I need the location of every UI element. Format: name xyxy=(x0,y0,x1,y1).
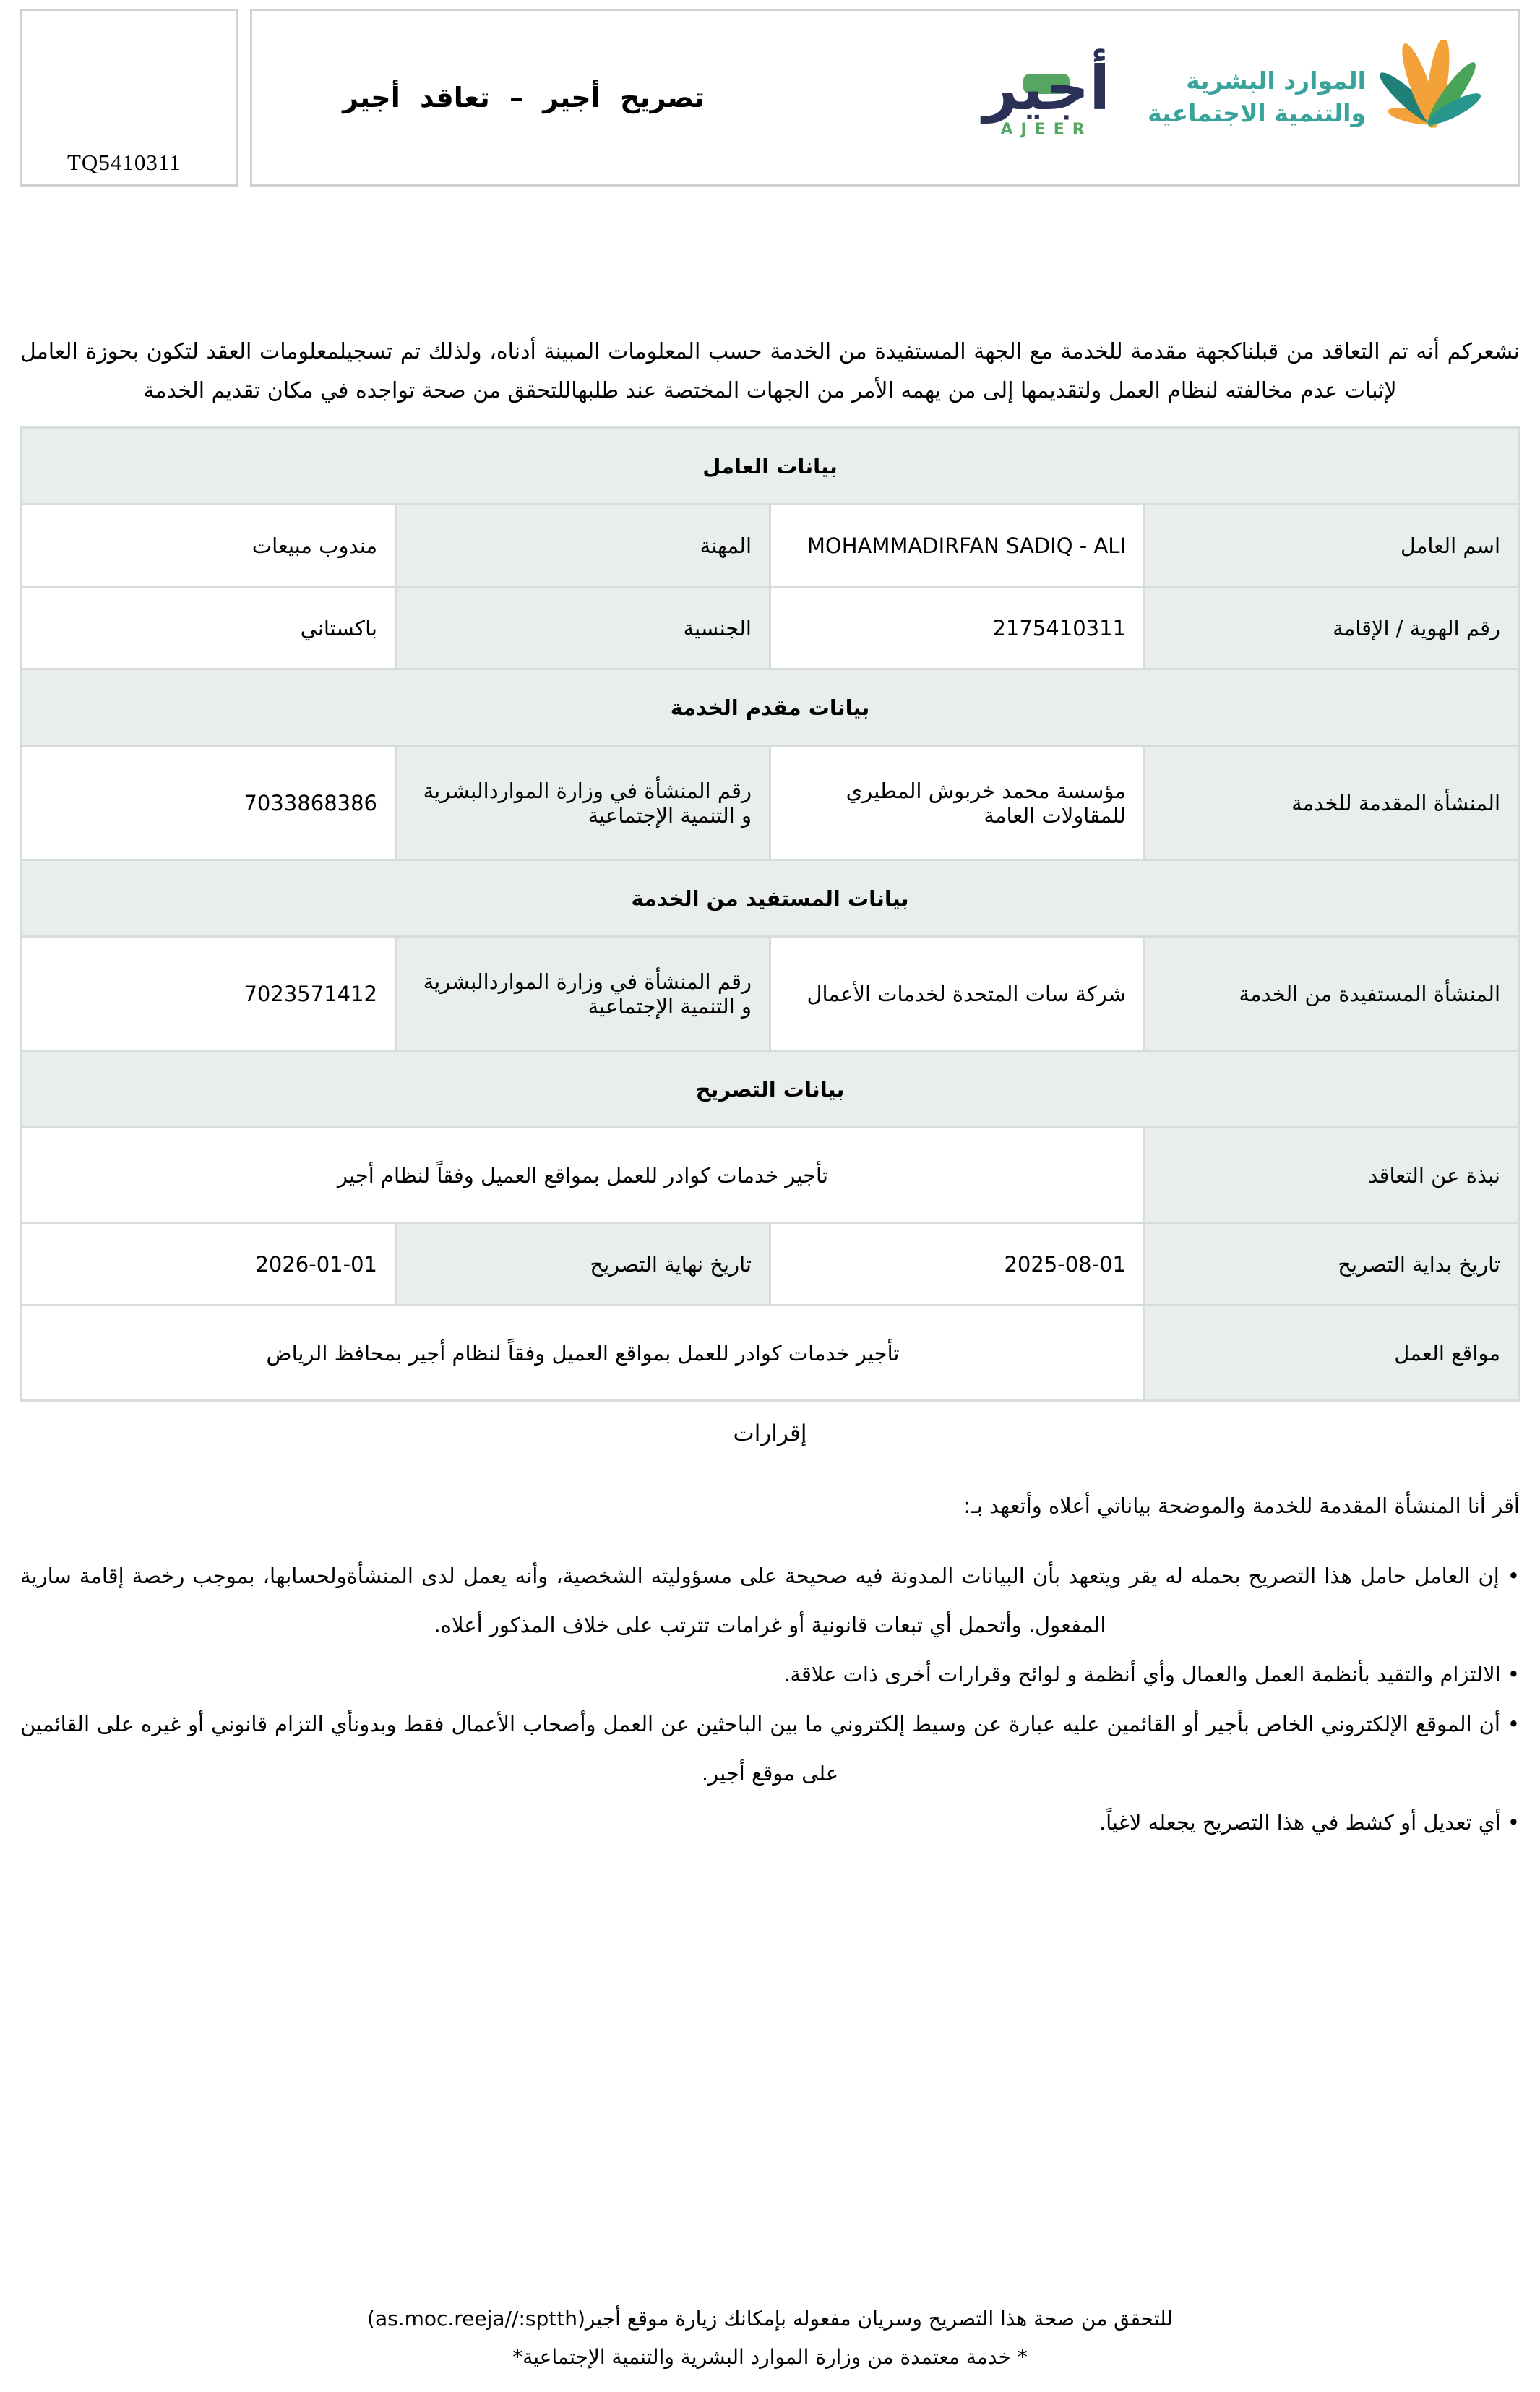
page-title: تصريح أجير – تعاقد أجير xyxy=(343,82,705,113)
provider-number-label: رقم المنشأة في وزارة المواردالبشرية و التنمية الإجتماعية xyxy=(396,746,770,860)
declarations-block xyxy=(20,1481,1520,1847)
start-date-label: تاريخ بداية التصريح xyxy=(1145,1223,1519,1306)
table-row xyxy=(22,937,1519,1051)
worker-name-label: اسم العامل xyxy=(1145,505,1519,587)
beneficiary-name-label: المنشأة المستفيدة من الخدمة xyxy=(1145,937,1519,1051)
header-logos xyxy=(983,40,1492,155)
reference-number: TQ5410311 xyxy=(67,150,181,175)
end-date-label: تاريخ نهاية التصريح xyxy=(396,1223,770,1306)
start-date-value: 2025-08-01 xyxy=(770,1223,1145,1306)
id-number-value: 2175410311 xyxy=(770,587,1145,669)
declaration-item: • أي تعديل أو كشط في هذا التصريح يجعله لاغياً. xyxy=(20,1798,1520,1847)
declarations-intro: أقر أنا المنشأة المقدمة للخدمة والموضحة بياناتي أعلاه وأتعهد بـ: xyxy=(963,1493,1520,1518)
beneficiary-name-value: شركة سات المتحدة لخدمات الأعمال xyxy=(770,937,1145,1051)
nationality-value: باكستاني xyxy=(22,587,396,669)
work-locations-label: مواقع العمل xyxy=(1145,1306,1519,1401)
table-row xyxy=(22,1128,1519,1223)
permit-data-table xyxy=(20,426,1520,1402)
table-row xyxy=(22,1306,1519,1401)
declaration-item: • الالتزام والتقيد بأنظمة العمل والعمال وأي أنظمة و لوائح وقرارات أخرى ذات علاقة. xyxy=(20,1650,1520,1699)
intro-paragraph: نشعركم أنه تم التعاقد من قبلناكجهة مقدمة للخدمة مع الجهة المستفيدة من الخدمة حسب المعلومات المبينة أدناه، ولذلك تم تسجيلمعلومات العقد لتكون بحوزة العامل لإثبات عدم مخالفته لنظام العمل ولتقديمها إلى من يهمه الأمر من الجهات المختصة عند طلبهاللتحقق من صحة تواجده في مكان تقديم الخدمة xyxy=(20,339,1520,403)
ajeer-latin-wordmark: AJEER xyxy=(1000,120,1093,139)
provider-name-label: المنشأة المقدمة للخدمة xyxy=(1145,746,1519,860)
declaration-item: • إن العامل حامل هذا التصريح بحمله له يقر ويتعهد بأن البيانات المدونة فيه صحيحة على مسؤوليته الشخصية، وأنه يعمل لدى المنشأةولحسابها، بموجب رخصة إقامة سارية المفعول. وأتحمل أي تبعات قانونية أو غرامات تترتب على خلاف المذكور أعلاه. xyxy=(20,1551,1520,1650)
worker-name-value: MOHAMMADIRFAN SADIQ - ALI xyxy=(770,505,1145,587)
ajeer-arabic-wordmark: أجير xyxy=(983,53,1111,124)
ministry-palm-emblem-icon xyxy=(1377,40,1492,155)
ministry-wordmark-line1: الموارد البشرية xyxy=(1186,67,1366,95)
footer-accreditation-line: * خدمة معتمدة من وزارة الموارد البشرية والتنمية الإجتماعية* xyxy=(512,2344,1028,2369)
reference-number-box xyxy=(20,9,238,187)
profession-label: المهنة xyxy=(396,505,770,587)
section-header-provider: بيانات مقدم الخدمة xyxy=(22,669,1519,746)
nationality-label: الجنسية xyxy=(396,587,770,669)
profession-value: مندوب مبيعات xyxy=(22,505,396,587)
work-locations-value: تأجير خدمات كوادر للعمل بمواقع العميل وفقاً لنظام أجير بمحافظ الرياض xyxy=(22,1306,1145,1401)
table-row xyxy=(22,746,1519,860)
document-header xyxy=(20,9,1520,187)
id-number-label: رقم الهوية / الإقامة xyxy=(1145,587,1519,669)
declarations-heading: إقرارات xyxy=(733,1420,807,1446)
provider-number-value: 7033868386 xyxy=(22,746,396,860)
contract-summary-value: تأجير خدمات كوادر للعمل بمواقع العميل وفقاً لنظام أجير xyxy=(22,1128,1145,1223)
beneficiary-number-label: رقم المنشأة في وزارة المواردالبشرية و التنمية الإجتماعية xyxy=(396,937,770,1051)
ministry-wordmark xyxy=(1148,65,1366,129)
section-header-permit: بيانات التصريح xyxy=(22,1051,1519,1128)
beneficiary-number-value: 7023571412 xyxy=(22,937,396,1051)
table-row xyxy=(22,587,1519,669)
contract-summary-label: نبذة عن التعاقد xyxy=(1145,1128,1519,1223)
section-header-beneficiary: بيانات المستفيد من الخدمة xyxy=(22,860,1519,937)
footer-verify-line: للتحقق من صحة هذا التصريح وسريان مفعوله بإمكانك زيارة موقع أجير(as.moc.reeja//:sptth) xyxy=(367,2306,1173,2331)
declaration-item: • أن الموقع الإلكتروني الخاص بأجير أو القائمين عليه عبارة عن وسيط إلكتروني ما بين الباحثين عن العمل وأصحاب الأعمال فقط وبدونأي التزام قانوني أو غيره على القائمين على موقع أجير. xyxy=(20,1699,1520,1798)
provider-name-value: مؤسسة محمد خربوش المطيري للمقاولات العامة xyxy=(770,746,1145,860)
end-date-value: 2026-01-01 xyxy=(22,1223,396,1306)
table-row xyxy=(22,1223,1519,1306)
section-header-worker: بيانات العامل xyxy=(22,428,1519,505)
title-and-logos-box xyxy=(250,9,1520,187)
document-footer xyxy=(0,2299,1540,2376)
ministry-logo xyxy=(1148,40,1492,155)
ajeer-logo xyxy=(983,53,1111,139)
table-row xyxy=(22,505,1519,587)
ministry-wordmark-line2: والتنمية الاجتماعية xyxy=(1148,99,1366,127)
title-wrap xyxy=(252,82,983,113)
